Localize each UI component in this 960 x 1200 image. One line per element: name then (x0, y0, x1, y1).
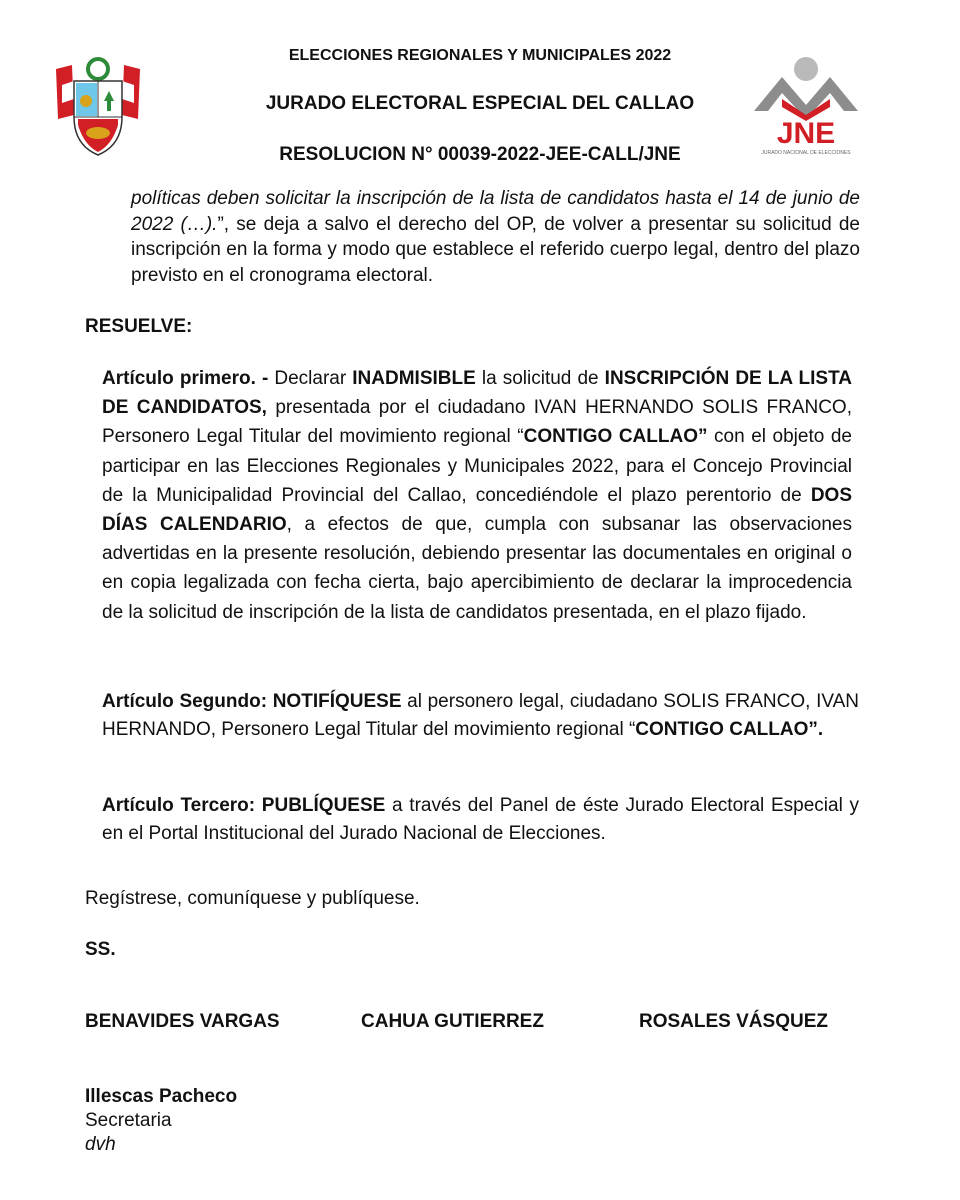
article-1-heading: Artículo primero. - (102, 368, 269, 389)
article-1 (102, 364, 852, 627)
intro-quote: políticas deben solicitar la inscripción de la lista de candidatos hasta el 14 de junio de 2022 (…). (131, 188, 860, 235)
article-1-bold: INADMISIBLE (352, 368, 476, 389)
jne-logo-text: JNE (776, 117, 836, 150)
jne-logo-subtitle: JURADO NACIONAL DE ELECCIONES (761, 150, 851, 156)
article-1-bold: CONTIGO CALLAO” (523, 426, 708, 448)
signatory-1: BENAVIDES VARGAS (85, 1011, 280, 1032)
secretary-role: Secretaria (85, 1110, 172, 1131)
article-3-text: a través del Panel de éste Jurado Electoral Especial y en el Portal Institucional del Jurado Nacional de Elecciones. (102, 795, 859, 844)
secretary-name: Illescas Pacheco (85, 1086, 238, 1107)
signatory-3: ROSALES VÁSQUEZ (639, 1011, 828, 1032)
article-2-bold: CONTIGO CALLAO”. (635, 718, 824, 740)
article-1-text: con el objeto de participar en las Elecciones Regionales y Municipales 2022, para el Concejo Provincial de la Municipalidad Provincial del Callao, concediéndole el plazo perentorio de (102, 426, 852, 506)
article-1-text: Declarar (268, 368, 353, 389)
secretary-block (85, 1085, 237, 1157)
article-2-text: al personero legal, ciudadano SOLIS FRANCO, IVAN HERNANDO, Personero Legal Titular del movimiento regional “ (102, 691, 859, 740)
intro-paragraph (131, 186, 860, 288)
signatory-2: CAHUA GUTIERREZ (361, 1011, 544, 1032)
resolution-number: RESOLUCION N° 00039-2022-JEE-CALL/JNE (279, 144, 681, 165)
article-3-bold: PUBLÍQUESE (255, 795, 386, 816)
article-3 (102, 792, 859, 847)
article-2 (102, 688, 859, 743)
intro-text: ”, se deja a salvo el derecho del OP, de volver a presentar su solicitud de inscripción en la forma y modo que establece el referido cuerpo legal, dentro del plazo previsto en el cronograma electoral. (131, 213, 860, 286)
article-1-text: presentada por el ciudadano IVAN HERNANDO SOLIS FRANCO, Personero Legal Titular del movimiento regional “ (102, 397, 852, 448)
ss-label: SS. (85, 939, 116, 960)
resuelve-heading: RESUELVE: (85, 316, 193, 337)
article-2-heading: Artículo Segundo: (102, 691, 268, 712)
article-3-heading: Artículo Tercero: (102, 795, 256, 816)
article-1-text: la solicitud de (475, 368, 605, 389)
article-1-text: , a efectos de que, cumpla con subsanar las observaciones advertidas en la presente resolución, debiendo presentar las documentales en original o en copia legalizada con fecha cierta, bajo apercibimiento de declarar la improcedencia de la solicitud de inscripción de la lista de candidatos presentada, en el plazo fijado. (102, 514, 853, 623)
article-1-bold: INSCRIPCIÓN DE LA LISTA DE CANDIDATOS, (102, 368, 852, 419)
election-title: ELECCIONES REGIONALES Y MUNICIPALES 2022 (288, 47, 672, 64)
article-2-bold: NOTIFÍQUESE (267, 691, 402, 712)
closing-formula: Regístrese, comuníquese y publíquese. (85, 888, 420, 909)
jury-title: JURADO ELECTORAL ESPECIAL DEL CALLAO (265, 93, 695, 114)
secretary-initials: dvh (85, 1134, 116, 1155)
article-1-bold: DOS DÍAS CALENDARIO (102, 484, 852, 536)
